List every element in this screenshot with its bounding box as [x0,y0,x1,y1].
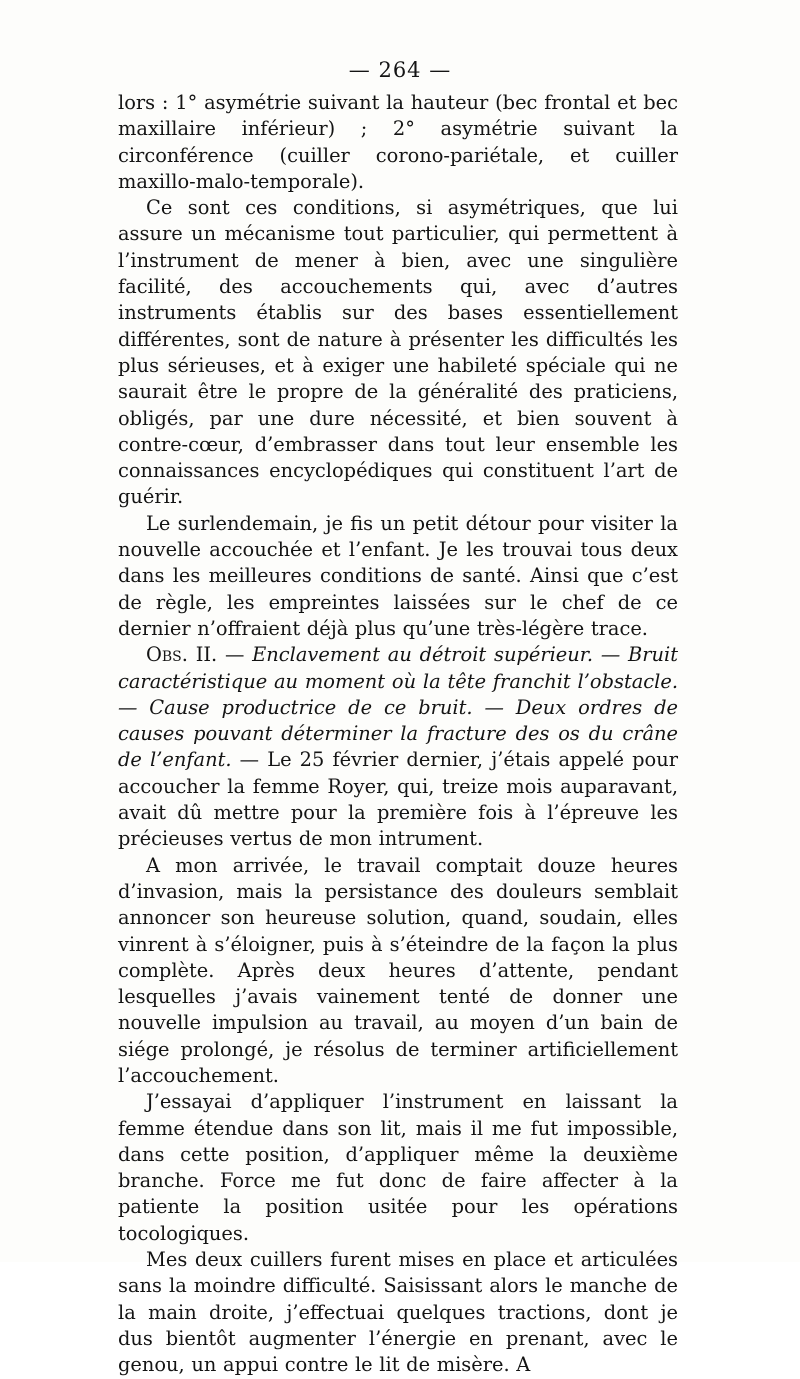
paragraph-7: Mes deux cuillers furent mises en place et articulées sans la moindre difficulté. Saisissant alors le manche de la main droite, j’effectuai quelques tractions, dont je dus bientôt augmenter l’énergie en prenant, avec le genou, un appui contre le lit de misère. A [118,1248,678,1377]
body-text [118,90,678,1379]
page-number: — 264 — [348,58,452,82]
observation-separator: — [231,748,268,772]
paragraph-1: lors : 1° asymétrie suivant la hauteur (bec frontal et bec maxillaire inférieur) ; 2° asymétrie suivant la circonférence (cuiller corono-pariétale, et cuiller maxillo-malo-temporale). [118,91,678,193]
paragraph-3: Le surlendemain, je fis un petit détour pour visiter la nouvelle accouchée et l’enfant. Je les trouvai tous deux dans les meilleures conditions de santé. Ainsi que c’est de règle, les empreintes laissées sur le chef de ce dernier n’offraient déjà plus qu’une très-légère trace. [118,511,678,640]
observation-separator: — [217,643,253,667]
observation-title: Enclavement au détroit supérieur. — Bruit caractéristique au moment où la tête franchit l’obstacle. — Cause productrice de ce bruit. — Deux ordres de causes pouvant déterminer la fracture des os du crâne de l’enfant. [118,643,679,772]
paragraph-6: J’essayai d’appliquer l’instrument en laissant la femme étendue dans son lit, mais il me fut impossible, dans cette position, d’appliquer même la deuxième branche. Force me fut donc de faire affecter à la patiente la position usitée pour les opérations tocologiques. [118,1090,678,1245]
paragraph-5: A mon arrivée, le travail comptait douze heures d’invasion, mais la persistance des douleurs semblait annoncer son heureuse solution, quand, soudain, elles vinrent à s’éloigner, puis à s’éteindre de la façon la plus complète. Après deux heures d’attente, pendant lesquelles j’avais vainement tenté de donner une nouvelle impulsion au travail, au moyen d’un bain de siége prolongé, je résolus de terminer artificiellement l’accouchement. [118,853,678,1087]
observation-label: Obs. II. [146,643,218,667]
observation-paragraph [118,642,678,852]
observation-text: Le 25 février dernier, j’étais appelé pour accoucher la femme Royer, qui, treize mois auparavant, avait dû mettre pour la première fois à l’épreuve les précieuses vertus de mon intrument. [118,748,678,851]
paragraph-2: Ce sont ces conditions, si asymétriques, que lui assure un mécanisme tout particulier, qui permettent à l’instrument de mener à bien, avec une singulière facilité, des accouchements qui, avec d’autres instruments établis sur des bases essentiellement différentes, sont de nature à présenter les difficultés les plus sérieuses, et à exiger une habileté spéciale qui ne saurait être le propre de la généralité des praticiens, obligés, par une dure nécessité, et bien souvent à contre-cœur, d’embrasser dans tout leur ensemble les connaissances encyclopédiques qui constituent l’art de guérir. [118,196,678,509]
